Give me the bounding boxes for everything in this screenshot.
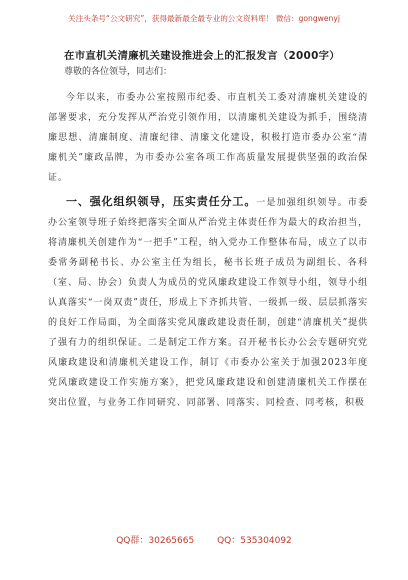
qq-group-number: QQ群：30265665 xyxy=(116,536,195,546)
paragraph-intro: 今年以来，市委办公室按照市纪委、市直机关工委对清廉机关建设的部署要求，充分发挥从严治党引领作用，以清廉机关建设为抓手，围绕清廉思想、清廉制度、清廉纪律、清廉文化建设，积极打造市委办公室“清廉机关”廉政品牌，为市委办公室各项工作高质量发展提供坚强的政治保证。 xyxy=(48,93,368,183)
qq-number: QQ：535304092 xyxy=(217,536,292,546)
section-body: 一是加强组织领导。市委办公室领导班子始终把落实全面从严治党主体责任作为最大的政治担当，将清廉机关创建作为“一把手”工程，纳入党办工作整体布局，成立了以市委常务副秘书长、办公室主任为组长，秘书长班子成员为副组长、各科（室、局、协会）负责人为成员的党风廉政建设工作领导小组，领导小组认真落实“一岗双责”责任，形成上下齐抓共管、一级抓一级、层层抓落实的良好工作局面，为全面落实党风廉政建设责任制，创建“清廉机关”提供了强有力的组织保证。二是制定工作方案。召开秘书长办公会专题研究党风廉政建设和清廉机关建设工作，制订《市委办公室关于加强2023年度党风廉政建设工作实施方案》，把党风廉政建设和创建清廉机关工作摆在突出位置，与业务工作同研究、同部署、同落实、同检查、同考核，积极 xyxy=(48,198,368,408)
document-body xyxy=(48,48,368,417)
section-heading: 一、强化组织领导，压实责任分工。 xyxy=(66,195,257,208)
document-title: 在市直机关清廉机关建设推进会上的汇报发言（2000字） xyxy=(64,50,341,62)
header-banner: 关注头条号“公文研究”，获得最新最全最专业的公文资料库！ 微信：gongwenyj xyxy=(68,14,340,23)
footer-contact xyxy=(0,535,408,547)
salutation: 尊敬的各位领导，同志们： xyxy=(64,67,173,77)
paragraph-section-1 xyxy=(48,192,368,413)
